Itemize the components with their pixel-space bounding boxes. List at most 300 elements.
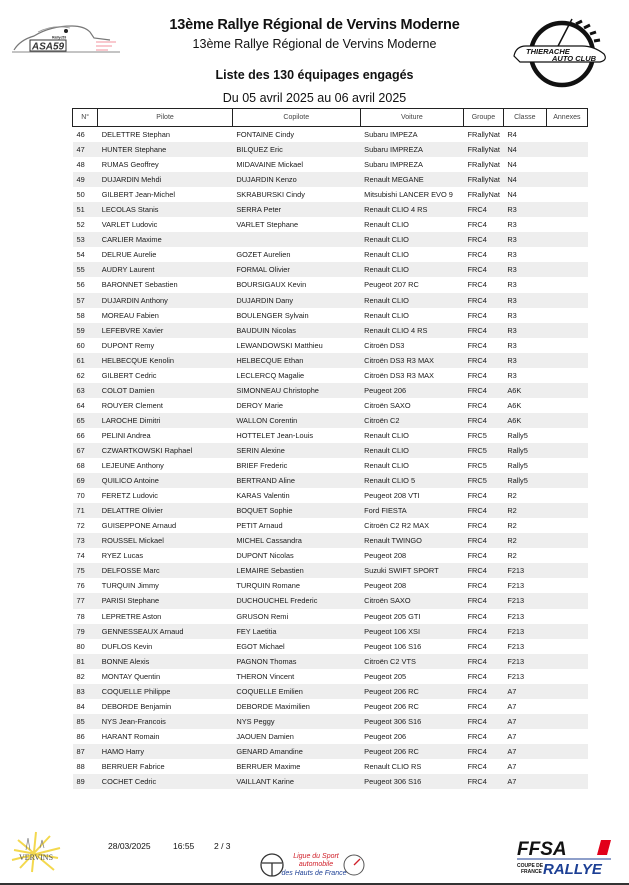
cell-groupe: FRC4 — [464, 714, 504, 729]
cell-voiture: Renault CLIO — [360, 293, 463, 308]
cell-classe: R3 — [503, 202, 546, 217]
cell-pilote: COQUELLE Philippe — [98, 684, 233, 699]
cell-voiture: Citroën C2 — [360, 413, 463, 428]
table-row — [73, 774, 588, 789]
cell-number: 67 — [73, 443, 98, 458]
cell-annexes — [546, 293, 587, 308]
cell-annexes — [546, 593, 587, 608]
cell-classe: R3 — [503, 308, 546, 323]
cell-groupe: FRC4 — [464, 639, 504, 654]
cell-classe: F213 — [503, 609, 546, 624]
cell-annexes — [546, 488, 587, 503]
cell-voiture: Peugeot 206 RC — [360, 699, 463, 714]
cell-voiture: Citroën DS3 — [360, 338, 463, 353]
col-header-groupe: Groupe — [464, 109, 504, 127]
cell-number: 74 — [73, 548, 98, 563]
cell-pilote: GENNESSEAUX Arnaud — [98, 624, 233, 639]
cell-annexes — [546, 142, 587, 157]
cell-annexes — [546, 368, 587, 383]
cell-annexes — [546, 729, 587, 744]
cell-pilote: GILBERT Cedric — [98, 368, 233, 383]
cell-annexes — [546, 247, 587, 262]
cell-classe: Rally5 — [503, 473, 546, 488]
cell-groupe: FRallyNat — [464, 187, 504, 202]
coupe-line2: FRANCE — [521, 869, 542, 875]
cell-copilote: BRIEF Frederic — [232, 458, 360, 473]
cell-annexes — [546, 262, 587, 277]
table-row — [73, 217, 588, 232]
cell-pilote: QUILICO Antoine — [98, 473, 233, 488]
cell-copilote: LEMAIRE Sebastien — [232, 563, 360, 578]
rallye-text: RALLYE — [543, 861, 602, 876]
cell-number: 48 — [73, 157, 98, 172]
cell-number: 57 — [73, 293, 98, 308]
cell-number: 75 — [73, 563, 98, 578]
cell-copilote: PAGNON Thomas — [232, 654, 360, 669]
cell-annexes — [546, 759, 587, 774]
cell-voiture: Peugeot 306 S16 — [360, 774, 463, 789]
table-row — [73, 368, 588, 383]
cell-copilote: VARLET Stephane — [232, 217, 360, 232]
cell-annexes — [546, 232, 587, 247]
table-row — [73, 428, 588, 443]
cell-groupe: FRC4 — [464, 533, 504, 548]
col-header-copilote: Copilote — [232, 109, 360, 127]
cell-annexes — [546, 413, 587, 428]
cell-number: 85 — [73, 714, 98, 729]
coupe-line1: COUPE DE — [517, 863, 544, 869]
cell-groupe: FRC4 — [464, 548, 504, 563]
table-row — [73, 548, 588, 563]
cell-classe: R3 — [503, 353, 546, 368]
cell-pilote: DUJARDIN Anthony — [98, 293, 233, 308]
cell-classe: R3 — [503, 338, 546, 353]
cell-annexes — [546, 187, 587, 202]
table-row — [73, 488, 588, 503]
cell-classe: F213 — [503, 654, 546, 669]
cell-pilote: PARISI Stephane — [98, 593, 233, 608]
col-header-annexes: Annexes — [546, 109, 587, 127]
cell-voiture: Peugeot 208 — [360, 548, 463, 563]
cell-annexes — [546, 669, 587, 684]
cell-annexes — [546, 383, 587, 398]
cell-groupe: FRC5 — [464, 428, 504, 443]
cell-copilote: DUCHOUCHEL Frederic — [232, 593, 360, 608]
cell-groupe: FRC4 — [464, 277, 504, 292]
table-row — [73, 323, 588, 338]
document-subtitle: 13ème Rallye Régional de Vervins Moderne — [192, 37, 437, 51]
cell-pilote: TURQUIN Jimmy — [98, 578, 233, 593]
cell-number: 46 — [73, 127, 98, 143]
cell-classe: R3 — [503, 323, 546, 338]
ligue-line3: des Hauts de France — [281, 870, 347, 877]
table-row — [73, 202, 588, 217]
cell-voiture: Renault MEGANE — [360, 172, 463, 187]
cell-copilote: COQUELLE Emilien — [232, 684, 360, 699]
table-row — [73, 714, 588, 729]
cell-pilote: NYS Jean-Francois — [98, 714, 233, 729]
cell-classe: A6K — [503, 413, 546, 428]
cell-groupe: FRC4 — [464, 217, 504, 232]
cell-copilote: HELBECQUE Ethan — [232, 353, 360, 368]
cell-number: 83 — [73, 684, 98, 699]
cell-groupe: FRC4 — [464, 368, 504, 383]
cell-annexes — [546, 714, 587, 729]
cell-number: 54 — [73, 247, 98, 262]
table-row — [73, 518, 588, 533]
cell-classe: R2 — [503, 518, 546, 533]
cell-pilote: AUDRY Laurent — [98, 262, 233, 277]
cell-voiture: Renault CLIO 4 RS — [360, 323, 463, 338]
cell-pilote: LEPRETRE Aston — [98, 609, 233, 624]
page-number: 2 / 3 — [214, 841, 231, 851]
cell-pilote: HUNTER Stephane — [98, 142, 233, 157]
cell-voiture: Peugeot 106 S16 — [360, 639, 463, 654]
cell-copilote: BERRUER Maxime — [232, 759, 360, 774]
cell-copilote: DUJARDIN Kenzo — [232, 172, 360, 187]
cell-pilote: FERETZ Ludovic — [98, 488, 233, 503]
list-title: Liste des 130 équipages engagés — [215, 68, 414, 82]
cell-copilote: DEROY Marie — [232, 398, 360, 413]
table-row — [73, 699, 588, 714]
cell-annexes — [546, 127, 587, 143]
cell-voiture: Citroën DS3 R3 MAX — [360, 368, 463, 383]
ligue-line2: automobile — [298, 861, 334, 868]
cell-groupe: FRC4 — [464, 593, 504, 608]
cell-voiture: Subaru IMPEZA — [360, 127, 463, 143]
cell-groupe: FRC4 — [464, 503, 504, 518]
cell-number: 77 — [73, 593, 98, 608]
cell-classe: A7 — [503, 699, 546, 714]
cell-groupe: FRC4 — [464, 729, 504, 744]
cell-number: 71 — [73, 503, 98, 518]
ligue-line1: Ligue du Sport — [293, 853, 339, 860]
cell-pilote: HELBECQUE Kenolin — [98, 353, 233, 368]
cell-annexes — [546, 473, 587, 488]
cell-pilote: MOREAU Fabien — [98, 308, 233, 323]
cell-voiture: Citroën SAXO — [360, 593, 463, 608]
cell-number: 82 — [73, 669, 98, 684]
cell-copilote: SERIN Alexine — [232, 443, 360, 458]
cell-annexes — [546, 398, 587, 413]
cell-classe: F213 — [503, 578, 546, 593]
cell-classe: R2 — [503, 503, 546, 518]
cell-voiture: Renault CLIO — [360, 428, 463, 443]
cell-copilote — [232, 232, 360, 247]
cell-number: 60 — [73, 338, 98, 353]
table-row — [73, 247, 588, 262]
cell-annexes — [546, 353, 587, 368]
cell-number: 76 — [73, 578, 98, 593]
cell-groupe: FRC4 — [464, 413, 504, 428]
cell-pilote: CZWARTKOWSKI Raphael — [98, 443, 233, 458]
cell-number: 86 — [73, 729, 98, 744]
cell-pilote: CARLIER Maxime — [98, 232, 233, 247]
cell-voiture: Renault CLIO — [360, 232, 463, 247]
cell-annexes — [546, 518, 587, 533]
cell-voiture: Subaru IMPREZA — [360, 142, 463, 157]
cell-pilote: DELRUE Aurelie — [98, 247, 233, 262]
cell-classe: R3 — [503, 217, 546, 232]
ligue-sport-automobile-logo — [258, 850, 368, 880]
cell-voiture: Peugeot 208 — [360, 578, 463, 593]
table-row — [73, 187, 588, 202]
cell-copilote: GRUSON Remi — [232, 609, 360, 624]
cell-copilote: LEWANDOWSKI Matthieu — [232, 338, 360, 353]
cell-number: 47 — [73, 142, 98, 157]
table-row — [73, 353, 588, 368]
asa59-logo — [10, 18, 122, 58]
cell-number: 69 — [73, 473, 98, 488]
cell-number: 61 — [73, 353, 98, 368]
cell-pilote: BARONNET Sebastien — [98, 277, 233, 292]
cell-number: 59 — [73, 323, 98, 338]
cell-annexes — [546, 202, 587, 217]
table-row — [73, 729, 588, 744]
cell-groupe: FRallyNat — [464, 157, 504, 172]
cell-voiture: Renault CLIO RS — [360, 759, 463, 774]
cell-number: 89 — [73, 774, 98, 789]
cell-number: 53 — [73, 232, 98, 247]
table-body — [73, 127, 588, 790]
cell-groupe: FRC4 — [464, 684, 504, 699]
cell-number: 50 — [73, 187, 98, 202]
cell-copilote: FONTAINE Cindy — [232, 127, 360, 143]
cell-voiture: Ford FIESTA — [360, 503, 463, 518]
cell-number: 79 — [73, 624, 98, 639]
cell-classe: N4 — [503, 187, 546, 202]
table-row — [73, 458, 588, 473]
tac-logo-line1: THIERACHE — [526, 47, 570, 56]
date-range: Du 05 avril 2025 au 06 avril 2025 — [222, 91, 407, 105]
cell-pilote: BERRUER Fabrice — [98, 759, 233, 774]
cell-annexes — [546, 458, 587, 473]
cell-voiture: Peugeot 206 — [360, 383, 463, 398]
cell-voiture: Citroën C2 R2 MAX — [360, 518, 463, 533]
table-row — [73, 338, 588, 353]
cell-number: 70 — [73, 488, 98, 503]
cell-copilote: GOZET Aurelien — [232, 247, 360, 262]
cell-classe: A7 — [503, 759, 546, 774]
cell-groupe: FRC4 — [464, 654, 504, 669]
print-time: 16:55 — [173, 841, 195, 851]
cell-copilote: BOQUET Sophie — [232, 503, 360, 518]
col-header-classe: Classe — [503, 109, 546, 127]
cell-voiture: Citroën C2 VTS — [360, 654, 463, 669]
cell-copilote: BAUDUIN Nicolas — [232, 323, 360, 338]
cell-pilote: DEBORDE Benjamin — [98, 699, 233, 714]
cell-voiture: Renault CLIO 4 RS — [360, 202, 463, 217]
cell-copilote: SKRABURSKI Cindy — [232, 187, 360, 202]
cell-voiture: Renault CLIO — [360, 262, 463, 277]
table-row — [73, 593, 588, 608]
cell-pilote: ROUSSEL Mickael — [98, 533, 233, 548]
print-date: 28/03/2025 — [108, 841, 151, 851]
cell-pilote: COLOT Damien — [98, 383, 233, 398]
cell-voiture: Peugeot 208 VTI — [360, 488, 463, 503]
cell-classe: R2 — [503, 533, 546, 548]
cell-annexes — [546, 624, 587, 639]
cell-number: 64 — [73, 398, 98, 413]
cell-groupe: FRC5 — [464, 458, 504, 473]
cell-pilote: DELFOSSE Marc — [98, 563, 233, 578]
cell-pilote: RUMAS Geoffrey — [98, 157, 233, 172]
cell-copilote: VAILLANT Karine — [232, 774, 360, 789]
cell-annexes — [546, 338, 587, 353]
cell-copilote: MICHEL Cassandra — [232, 533, 360, 548]
table-row — [73, 533, 588, 548]
cell-groupe: FRallyNat — [464, 127, 504, 143]
cell-groupe: FRC4 — [464, 488, 504, 503]
table-row — [73, 157, 588, 172]
cell-classe: A7 — [503, 774, 546, 789]
cell-classe: R3 — [503, 368, 546, 383]
cell-number: 72 — [73, 518, 98, 533]
cell-annexes — [546, 548, 587, 563]
cell-groupe: FRC4 — [464, 759, 504, 774]
cell-groupe: FRC4 — [464, 578, 504, 593]
cell-groupe: FRC4 — [464, 262, 504, 277]
cell-classe: Rally5 — [503, 428, 546, 443]
ffsa-coupe-de-france-rallye-logo — [515, 838, 615, 876]
cell-classe: F213 — [503, 563, 546, 578]
cell-groupe: FRC4 — [464, 518, 504, 533]
cell-voiture: Mitsubishi LANCER EVO 9 — [360, 187, 463, 202]
cell-copilote: PETIT Arnaud — [232, 518, 360, 533]
cell-number: 68 — [73, 458, 98, 473]
cell-copilote: JAOUEN Damien — [232, 729, 360, 744]
table-row — [73, 443, 588, 458]
cell-classe: F213 — [503, 624, 546, 639]
cell-annexes — [546, 578, 587, 593]
cell-voiture: Renault CLIO — [360, 308, 463, 323]
table-row — [73, 127, 588, 143]
cell-number: 73 — [73, 533, 98, 548]
col-header-number: N° — [73, 109, 98, 127]
cell-groupe: FRC4 — [464, 774, 504, 789]
cell-voiture: Peugeot 205 — [360, 669, 463, 684]
cell-groupe: FRC5 — [464, 443, 504, 458]
cell-classe: R2 — [503, 548, 546, 563]
cell-copilote: BOURSIGAUX Kevin — [232, 277, 360, 292]
cell-annexes — [546, 157, 587, 172]
table-row — [73, 759, 588, 774]
cell-groupe: FRC4 — [464, 202, 504, 217]
cell-pilote: MONTAY Quentin — [98, 669, 233, 684]
cell-classe: N4 — [503, 172, 546, 187]
table-row — [73, 262, 588, 277]
cell-copilote: THERON Vincent — [232, 669, 360, 684]
cell-voiture: Subaru IMPREZA — [360, 157, 463, 172]
cell-copilote: DUPONT Nicolas — [232, 548, 360, 563]
cell-number: 65 — [73, 413, 98, 428]
cell-pilote: GILBERT Jean-Michel — [98, 187, 233, 202]
cell-voiture: Citroën DS3 R3 MAX — [360, 353, 463, 368]
cell-number: 81 — [73, 654, 98, 669]
cell-voiture: Renault CLIO — [360, 443, 463, 458]
table-row — [73, 293, 588, 308]
table-row — [73, 684, 588, 699]
cell-pilote: DUJARDIN Mehdi — [98, 172, 233, 187]
cell-groupe: FRC4 — [464, 383, 504, 398]
cell-pilote: ROUYER Clement — [98, 398, 233, 413]
cell-copilote: GENARD Amandine — [232, 744, 360, 759]
cell-pilote: LEFEBVRE Xavier — [98, 323, 233, 338]
cell-copilote: BILQUEZ Eric — [232, 142, 360, 157]
cell-classe: R3 — [503, 293, 546, 308]
table-row — [73, 669, 588, 684]
cell-annexes — [546, 443, 587, 458]
cell-classe: R4 — [503, 127, 546, 143]
cell-voiture: Peugeot 106 XSI — [360, 624, 463, 639]
cell-groupe: FRC4 — [464, 293, 504, 308]
cell-classe: Rally5 — [503, 443, 546, 458]
cell-copilote: MIDAVAINE Mickael — [232, 157, 360, 172]
cell-voiture: Peugeot 206 RC — [360, 684, 463, 699]
cell-classe: R3 — [503, 277, 546, 292]
cell-number: 49 — [73, 172, 98, 187]
cell-pilote: DELETTRE Stephan — [98, 127, 233, 143]
cell-voiture: Citroën SAXO — [360, 398, 463, 413]
cell-pilote: HARANT Romain — [98, 729, 233, 744]
cell-copilote: TURQUIN Romane — [232, 578, 360, 593]
cell-number: 63 — [73, 383, 98, 398]
cell-pilote: PELINI Andrea — [98, 428, 233, 443]
cell-classe: A7 — [503, 744, 546, 759]
cell-copilote: LECLERCQ Magalie — [232, 368, 360, 383]
cell-groupe: FRC4 — [464, 323, 504, 338]
table-row — [73, 639, 588, 654]
cell-copilote: NYS Peggy — [232, 714, 360, 729]
cell-annexes — [546, 277, 587, 292]
table-row — [73, 308, 588, 323]
cell-classe: F213 — [503, 593, 546, 608]
cell-annexes — [546, 217, 587, 232]
cell-number: 52 — [73, 217, 98, 232]
cell-annexes — [546, 308, 587, 323]
cell-voiture: Peugeot 205 GTI — [360, 609, 463, 624]
cell-classe: R3 — [503, 247, 546, 262]
cell-voiture: Peugeot 207 RC — [360, 277, 463, 292]
table-row — [73, 383, 588, 398]
cell-copilote: KARAS Valentin — [232, 488, 360, 503]
table-row — [73, 578, 588, 593]
cell-number: 55 — [73, 262, 98, 277]
cell-voiture: Renault CLIO — [360, 458, 463, 473]
cell-pilote: RYEZ Lucas — [98, 548, 233, 563]
cell-voiture: Peugeot 306 S16 — [360, 714, 463, 729]
cell-groupe: FRC4 — [464, 398, 504, 413]
cell-annexes — [546, 774, 587, 789]
cell-annexes — [546, 744, 587, 759]
tac-logo-line2: AUTO CLUB — [552, 54, 597, 63]
cell-number: 78 — [73, 609, 98, 624]
cell-groupe: FRC4 — [464, 563, 504, 578]
cell-copilote: FEY Laetitia — [232, 624, 360, 639]
table-row — [73, 473, 588, 488]
cell-number: 51 — [73, 202, 98, 217]
cell-classe: A6K — [503, 383, 546, 398]
cell-pilote: LAROCHE Dimitri — [98, 413, 233, 428]
cell-voiture: Peugeot 206 — [360, 729, 463, 744]
cell-groupe: FRallyNat — [464, 172, 504, 187]
vervins-logo — [10, 830, 62, 874]
asa-logo-small: Rallye59 — [52, 35, 67, 40]
cell-groupe: FRC4 — [464, 308, 504, 323]
cell-classe: Rally5 — [503, 458, 546, 473]
cell-annexes — [546, 654, 587, 669]
cell-number: 66 — [73, 428, 98, 443]
